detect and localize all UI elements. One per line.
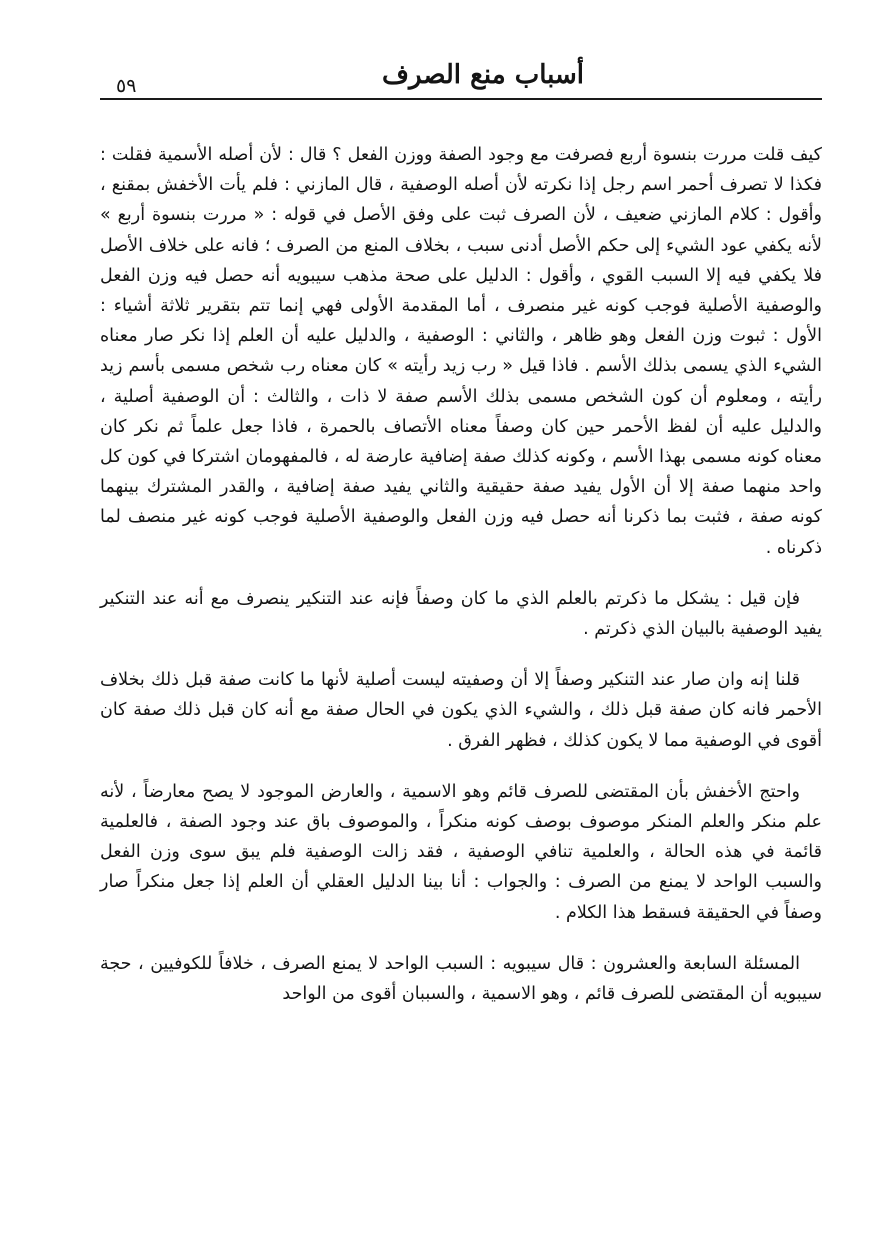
paragraph-4: واحتج الأخفش بأن المقتضى للصرف قائم وهو الاسمية ، والعارض الموجود لا يصح معارضاً ، لأنه علم منكر والعلم المنكر موصوف بوصف كونه منكراً ، والموصوف باق عند وجود الصفة ، فالعلمية قائمة في هذه الحالة ، والعلمية تنافي الوصفية ، فقد زالت الوصفية فلم يبق سوى وزن الفعل والسبب الواحد لا يمنع من الصرف : والجواب : أنا بينا الدليل العقلي أن العلم إذا جعل منكراً صار وصفاً في الحقيقة فسقط هذا الكلام .	[100, 781, 822, 923]
paragraph-2: فإن قيل : يشكل ما ذكرتم بالعلم الذي ما كان وصفاً فإنه عند التنكير ينصرف مع أنه عند التنكير يفيد الوصفية بالبيان الذي ذكرتم .	[100, 588, 822, 640]
running-header	[100, 58, 822, 102]
page-number: ٥٩	[116, 75, 137, 97]
header-rule	[100, 98, 822, 100]
paragraph-1: كيف قلت مررت بنسوة أربع فصرفت مع وجود الصفة ووزن الفعل ؟ قال : لأن أصله الأسمية فقلت : فكذا لا تصرف أحمر اسم رجل إذا نكرته لأن أصله الوصفية ، قال المازني : فلم يأت الأخفش بمقنع ، وأقول : كلام المازني ضعيف ، لأن الصرف ثبت على وفق الأصل في قوله : « مررت بنسوة أربع » لأنه يكفي عود الشيء إلى حكم الأصل أدنى سبب ، بخلاف المنع من الصرف ؛ فانه على خلاف الأصل فلا يكفي فيه إلا السبب القوي ، وأقول : الدليل على صحة مذهب سيبويه أنه حصل فيه وزن الفعل والوصفية الأصلية فوجب كونه غير منصرف ، أما المقدمة الأولى فهي إنما تتم بتقرير ثلاثة أشياء : الأول : ثبوت وزن الفعل وهو ظاهر ، والثاني : الوصفية ، والدليل عليه أن العلم إذا نكر صار معناه الشيء الذي يسمى بذلك الأسم . فاذا قيل « رب زيد رأيته » كان معناه رب شخص مسمى بأسم زيد رأيته ، ومعلوم أن كون الشخص مسمى بذلك الأسم صفة لا ذات ، والثالث : أن الوصفية أصلية ، والدليل عليه أن لفظ الأحمر حين كان وصفاً معناه الأتصاف بالحمرة ، فاذا جعل علماً ثم نكر كان معناه كونه مسمى بهذا الأسم ، وكونه كذلك صفة إضافية عارضة له ، فالمفهومان اشتركا في كون كل واحد منهما صفة إلا أن الأول يفيد صفة حقيقية والثاني يفيد صفة إضافية ، والقدر المشترك بينهما كونه صفة ، فثبت بما ذكرنا أنه حصل فيه وزن الفعل والوصفية الأصلية فوجب كونه غير منصف لما ذكرناه .	[100, 145, 822, 558]
page-title: أسباب منع الصرف	[382, 60, 584, 90]
paragraph-3: قلنا إنه وان صار عند التنكير وصفاً إلا أن وصفيته ليست أصلية لأنها ما كانت صفة قبل ذلك بخلاف الأحمر فانه كان صفة قبل ذلك ، والشيء الذي يكون في الحال صفة مع أنه كان قبل ذلك صفة كان أقوى في الوصفية مما لا يكون كذلك ، فظهر الفرق .	[100, 670, 822, 751]
page-body	[100, 140, 822, 1030]
paragraph-5: المسئلة السابعة والعشرون : قال سيبويه : السبب الواحد لا يمنع الصرف ، خلافاً للكوفيين ، حجة سيبويه أن المقتضى للصرف قائم ، وهو الاسمية ، والسببان أقوى من الواحد	[100, 953, 822, 1005]
